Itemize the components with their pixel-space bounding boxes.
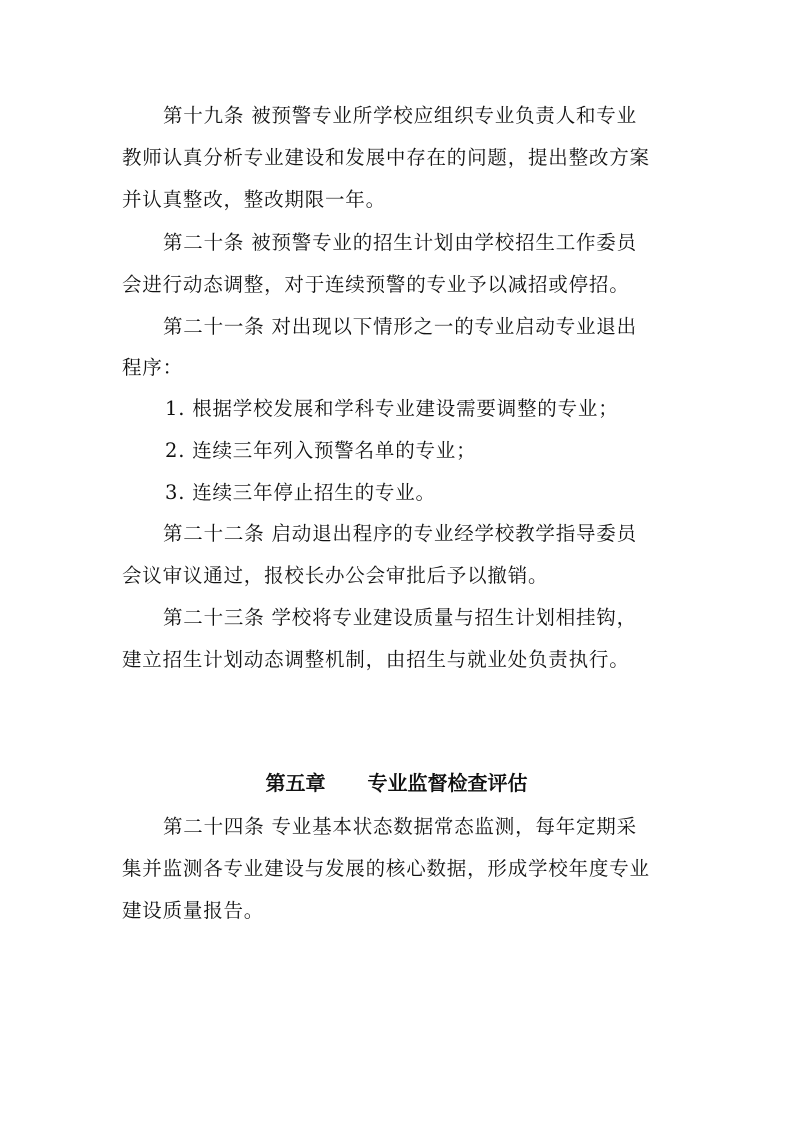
article-19-line-2: 教师认真分析专业建设和发展中存在的问题，提出整改方案: [122, 146, 650, 169]
article-23-line-2: 建立招生计划动态调整机制，由招生与就业处负责执行。: [122, 648, 630, 671]
chapter-number: 第五章: [265, 771, 326, 795]
list-item: 1. 根据学校发展和学科专业建设需要调整的专业；: [165, 397, 619, 420]
article-20-line-2: 会进行动态调整，对于连续预警的专业予以减招或停招。: [122, 273, 630, 296]
article-24-line-1: 第二十四条 专业基本状态数据常态监测，每年定期采: [163, 815, 637, 838]
article-19-line-1: 第十九条 被预警专业所学校应组织专业负责人和专业: [163, 104, 637, 127]
article-20-line-1: 第二十条 被预警专业的招生计划由学校招生工作委员: [163, 231, 637, 254]
article-19-line-3: 并认真整改，整改期限一年。: [122, 188, 386, 211]
article-24-line-2: 集并监测各专业建设与发展的核心数据，形成学校年度专业: [122, 857, 650, 880]
list-item: 2. 连续三年列入预警名单的专业；: [165, 439, 477, 462]
article-22-line-1: 第二十二条 启动退出程序的专业经学校教学指导委员: [163, 522, 637, 545]
article-21-line-1: 第二十一条 对出现以下情形之一的专业启动专业退出: [163, 315, 637, 338]
article-23-line-1: 第二十三条 学校将专业建设质量与招生计划相挂钩，: [163, 606, 637, 629]
list-item: 3. 连续三年停止招生的专业。: [165, 481, 436, 504]
chapter-heading: [0, 770, 793, 796]
chapter-title: 专业监督检查评估: [367, 771, 528, 795]
article-22-line-2: 会议审议通过，报校长办公会审批后予以撤销。: [122, 564, 549, 587]
article-24-line-3: 建设质量报告。: [122, 899, 265, 922]
article-21-line-2: 程序：: [122, 356, 183, 379]
